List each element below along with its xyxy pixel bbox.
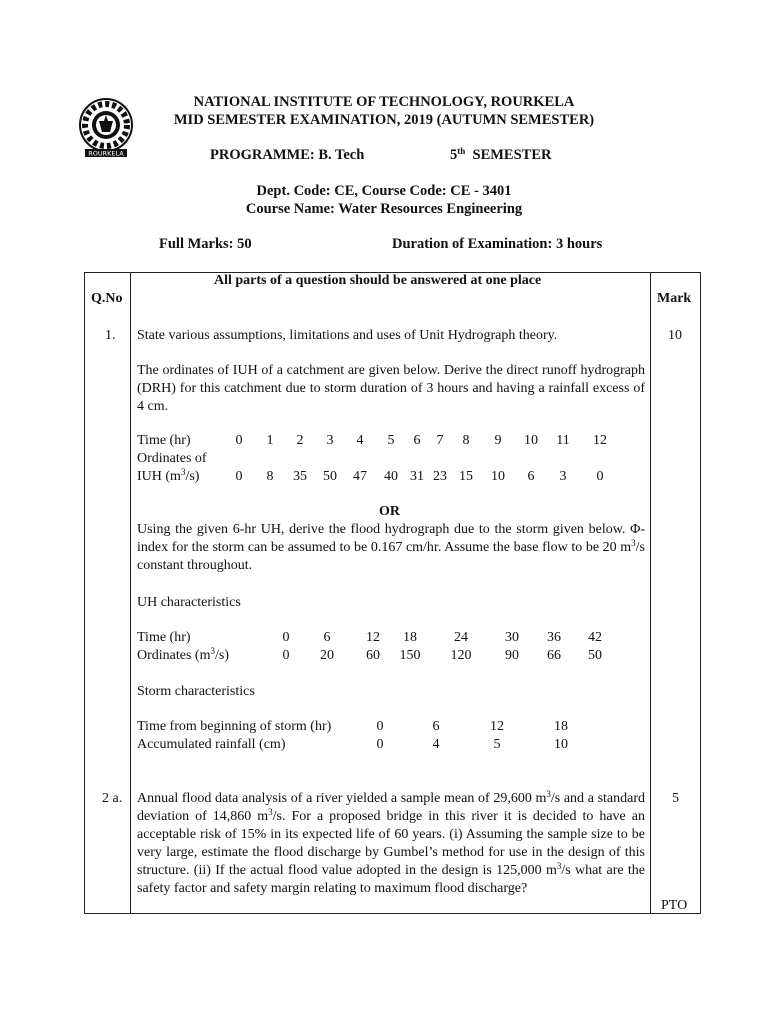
question-number: 2 a. (102, 791, 123, 806)
iuh-time-value: 3 (326, 433, 334, 448)
iuh-time-value: 2 (296, 433, 304, 448)
uh-ordinate-value: 60 (366, 648, 380, 663)
iuh-time-value: 4 (356, 433, 364, 448)
uh-time-value: 36 (547, 630, 561, 645)
iuh-ordinate-value: 15 (459, 469, 473, 484)
iuh-time-value: 5 (387, 433, 395, 448)
uh-ordinate-value: 0 (282, 648, 290, 663)
column-divider (130, 272, 131, 914)
iuh-ordinate-value: 47 (353, 469, 367, 484)
uh-time-value: 12 (366, 630, 380, 645)
iuh-time-value: 12 (593, 433, 607, 448)
iuh-time-value: 10 (524, 433, 538, 448)
question-text: Annual flood data analysis of a river yielded a sample mean of 29,600 $m^3/s$ and a standard deviation of 14,860 $m^3/s$. For a proposed bridge in this river it is decided to have an acceptable risk of 15% in its expected life of 60 years. (i) Assuming the sample size to be very large, estimate the flood discharge by Gumbel’s method for use in the design of this structure. (ii) If the actual flood value adopted in the design is 125,000 $m^3/s$ what are the safety factor and safety margin relating to maximum flood discharge? (137, 789, 645, 896)
uh-time-value: 6 (323, 630, 331, 645)
storm-rain-value: 0 (376, 737, 384, 752)
uh-ordinate-value: 66 (547, 648, 561, 663)
uh-ordinate-value: 90 (505, 648, 519, 663)
question-number: 1. (105, 328, 116, 343)
iuh-ordinate-value: 3 (559, 469, 567, 484)
iuh-ordinate-value: 10 (491, 469, 505, 484)
iuh-ordinate-value: 23 (433, 469, 447, 484)
iuh-time-value: 9 (494, 433, 502, 448)
semester: 5th SEMESTER (450, 146, 552, 163)
or-separator: OR (379, 504, 400, 519)
full-marks: Full Marks: 50 (159, 236, 252, 252)
uh-ordinate-label: Ordinates $(m^3/s)$ (137, 646, 229, 663)
iuh-ordinate-label: Ordinates of (137, 451, 207, 466)
question-text: The ordinates of IUH of a catchment are given below. Derive the direct runoff hydrograph (DRH) for this catchment due to storm duration of 3 hours and having a rainfall excess of 4 cm. (137, 363, 645, 414)
storm-heading: Storm characteristics (137, 684, 255, 699)
iuh-time-value: 11 (556, 433, 570, 448)
iuh-ordinate-value: 0 (596, 469, 604, 484)
column-divider (650, 272, 651, 914)
storm-rain-value: 4 (432, 737, 440, 752)
storm-time-label: Time from beginning of storm (hr) (137, 719, 332, 734)
mark-header: Mark (657, 291, 692, 306)
programme: PROGRAMME: B. Tech (210, 147, 365, 163)
question-text: State various assumptions, limitations and uses of Unit Hydrograph theory. (137, 328, 558, 343)
iuh-ordinate-value: 40 (384, 469, 398, 484)
uh-ordinate-value: 150 (399, 648, 421, 663)
question-mark: 5 (672, 791, 679, 806)
uh-ordinate-value: 20 (320, 648, 334, 663)
iuh-time-value: 6 (413, 433, 421, 448)
qno-header: Q.No (91, 291, 123, 306)
uh-time-label: Time (hr) (137, 630, 191, 645)
storm-time-value: 18 (554, 719, 568, 734)
uh-heading: UH characteristics (137, 595, 241, 610)
storm-rain-value: 10 (554, 737, 568, 752)
storm-rain-value: 5 (493, 737, 501, 752)
uh-time-value: 18 (403, 630, 417, 645)
pto-label: PTO (661, 898, 688, 913)
iuh-ordinate-value: 0 (235, 469, 243, 484)
iuh-ordinate-value: 50 (323, 469, 337, 484)
uh-time-value: 42 (588, 630, 602, 645)
uh-ordinate-value: 120 (450, 648, 472, 663)
storm-time-value: 0 (376, 719, 384, 734)
duration: Duration of Examination: 3 hours (392, 236, 603, 252)
course-name: Course Name: Water Resources Engineering (245, 201, 523, 217)
question-text: Using the given 6-hr UH, derive the flood hydrograph due to the storm given below. Φ-index for the storm can be assumed to be 0.167 cm/hr. Assume the base flow to be 20 $m^3/s$ constant throughout. (137, 522, 645, 573)
iuh-time-value: 7 (436, 433, 444, 448)
iuh-ordinate-value: 6 (527, 469, 535, 484)
storm-rain-label: Accumulated rainfall (cm) (137, 737, 286, 752)
iuh-ordinate-label: IUH $(m^3/s)$ (137, 467, 200, 484)
question-mark: 10 (668, 328, 682, 343)
storm-time-value: 6 (432, 719, 440, 734)
iuh-time-value: 1 (266, 433, 274, 448)
svg-text:ROURKELA: ROURKELA (88, 149, 124, 158)
uh-time-value: 0 (282, 630, 290, 645)
iuh-ordinate-value: 35 (293, 469, 307, 484)
uh-time-value: 24 (454, 630, 468, 645)
storm-time-value: 12 (490, 719, 504, 734)
iuh-time-value: 0 (235, 433, 243, 448)
instruction: All parts of a question should be answered at one place (214, 273, 542, 288)
uh-ordinate-value: 50 (588, 648, 602, 663)
exam-title: MID SEMESTER EXAMINATION, 2019 (AUTUMN SEMESTER) (173, 112, 595, 128)
iuh-ordinate-value: 8 (266, 469, 274, 484)
iuh-time-label: Time (hr) (137, 433, 191, 448)
uh-time-value: 30 (505, 630, 519, 645)
iuh-ordinate-value: 31 (410, 469, 424, 484)
dept-course-code: Dept. Code: CE, Course Code: CE - 3401 (256, 183, 512, 199)
institute-name: NATIONAL INSTITUTE OF TECHNOLOGY, ROURKELA (193, 94, 575, 110)
iuh-time-value: 8 (462, 433, 470, 448)
